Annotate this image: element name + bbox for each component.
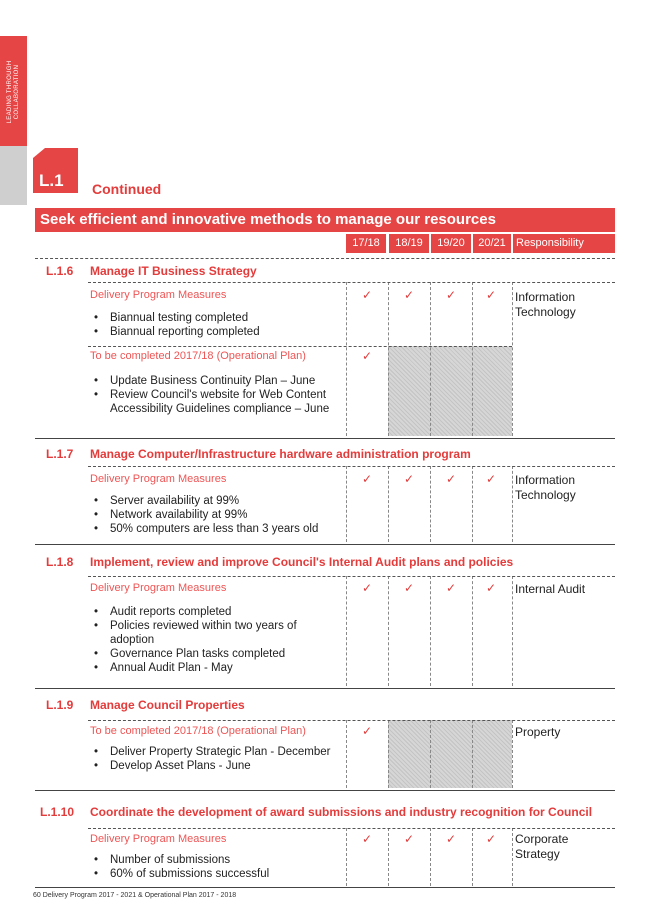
tick-1920: ✓ [445,288,457,302]
list-item: • Annual Audit Plan - May [92,661,337,675]
col-divider [346,466,347,542]
list-item: • Deliver Property Strategic Plan - December [92,745,337,759]
delivery-measures-label: Delivery Program Measures [90,582,227,594]
section-number: L.1.9 [46,698,74,712]
section-title: Coordinate the development of award submissions and industry recognition for Council [90,805,593,819]
col-divider [430,282,431,436]
tick-1920: ✓ [445,472,457,486]
section-number: L.1.7 [46,447,74,461]
year-header-1920: 19/20 [431,234,471,253]
list-item: • Governance Plan tasks completed [92,647,337,661]
list-item: • Number of submissions [92,853,337,867]
measure-list [92,853,337,881]
col-divider [388,720,389,788]
continued-label: Continued [92,181,162,197]
responsibility-line: Strategy [515,847,560,861]
col-divider [472,466,473,542]
operational-plan-label: To be completed 2017/18 (Operational Plan) [90,725,306,737]
col-divider [512,282,513,436]
na-cell [430,720,472,788]
delivery-measures-label: Delivery Program Measures [90,289,227,301]
section-rule [35,790,615,791]
measure-list [92,311,337,339]
measure-list [92,605,337,675]
list-item: • 60% of submissions successful [92,867,337,881]
row-rule [35,258,615,259]
measure-list [92,745,337,773]
page-footer: 60 Delivery Program 2017 - 2021 & Operational Plan 2017 - 2018 [33,892,237,899]
list-item: • Update Business Continuity Plan – June [92,374,337,388]
col-divider [472,720,473,788]
col-divider [512,576,513,686]
col-divider [346,282,347,436]
measure-list [92,374,337,416]
tick-1718: ✓ [361,724,373,738]
year-header-1819: 18/19 [389,234,429,253]
section-rule [35,887,615,888]
responsibility-line: Information [515,290,576,304]
tick-1718: ✓ [361,472,373,486]
row-rule [88,346,512,347]
na-cell [472,720,512,788]
section-number: L.1.8 [46,555,74,569]
responsibility-cell [515,290,610,320]
responsibility-line: Property [515,725,561,739]
list-item: • Network availability at 99% [92,508,337,522]
responsibility-cell [515,832,610,862]
section-rule [35,544,615,545]
row-rule [88,282,615,283]
col-divider [388,466,389,542]
col-divider [430,828,431,886]
responsibility-header: Responsibility [513,234,615,253]
col-divider [388,576,389,686]
list-item: • 50% computers are less than 3 years old [92,522,337,536]
list-item: • Review Council's website for Web Content Accessibility Guidelines compliance – June [92,388,337,416]
na-cell [388,346,430,436]
responsibility-cell [515,725,610,740]
row-rule [88,466,615,467]
tick-1718: ✓ [361,832,373,846]
tick-1718: ✓ [361,349,373,363]
section-title: Implement, review and improve Council's Internal Audit plans and policies [90,555,514,569]
col-divider [472,282,473,436]
page-title: Seek efficient and innovative methods to manage our resources [35,208,615,232]
list-item: • Server availability at 99% [92,494,337,508]
responsibility-cell [515,473,610,503]
delivery-measures-label: Delivery Program Measures [90,473,227,485]
na-cell [430,346,472,436]
section-title: Manage Council Properties [90,698,245,712]
list-item: • Audit reports completed [92,605,337,619]
responsibility-cell [515,582,610,597]
delivery-measures-label: Delivery Program Measures [90,833,227,845]
year-header-2021: 20/21 [473,234,511,253]
col-divider [430,720,431,788]
tick-1718: ✓ [361,581,373,595]
tick-2021: ✓ [485,472,497,486]
col-divider [512,828,513,886]
list-item: • Biannual reporting completed [92,325,337,339]
tick-1819: ✓ [403,288,415,302]
tick-1718: ✓ [361,288,373,302]
col-divider [388,828,389,886]
responsibility-line: Technology [515,305,576,319]
section-number: L.1.6 [46,264,74,278]
side-tab-label [7,33,21,151]
col-divider [346,720,347,788]
side-tab-line2: COLLABORATION [14,64,20,120]
na-cell [472,346,512,436]
year-header-1718: 17/18 [346,234,386,253]
measure-list [92,494,337,536]
tick-1920: ✓ [445,832,457,846]
col-divider [346,828,347,886]
responsibility-line: Information [515,473,576,487]
col-divider [430,576,431,686]
col-divider [472,828,473,886]
responsibility-line: Internal Audit [515,582,586,596]
col-divider [472,576,473,686]
section-rule [35,438,615,439]
tick-2021: ✓ [485,832,497,846]
responsibility-line: Corporate [515,832,569,846]
tick-1819: ✓ [403,581,415,595]
list-item: • Biannual testing completed [92,311,337,325]
tick-1819: ✓ [403,832,415,846]
list-item: • Develop Asset Plans - June [92,759,337,773]
section-title: Manage IT Business Strategy [90,264,257,278]
responsibility-line: Technology [515,488,576,502]
section-title: Manage Computer/Infrastructure hardware administration program [90,447,471,461]
tick-1920: ✓ [445,581,457,595]
side-tab-line1: LEADING THROUGH [7,60,13,124]
list-item: • Policies reviewed within two years of adoption [92,619,337,647]
section-number: L.1.10 [40,805,75,819]
tick-2021: ✓ [485,581,497,595]
section-badge [33,148,78,193]
col-divider [512,466,513,542]
row-rule [88,576,615,577]
tick-2021: ✓ [485,288,497,302]
na-cell [388,720,430,788]
operational-plan-label: To be completed 2017/18 (Operational Plan) [90,350,306,362]
col-divider [430,466,431,542]
col-divider [346,576,347,686]
section-rule [35,688,615,689]
row-rule [88,828,615,829]
tick-1819: ✓ [403,472,415,486]
col-divider [388,282,389,436]
row-rule [88,720,615,721]
badge-text: L.1 [39,171,64,190]
col-divider [512,720,513,788]
